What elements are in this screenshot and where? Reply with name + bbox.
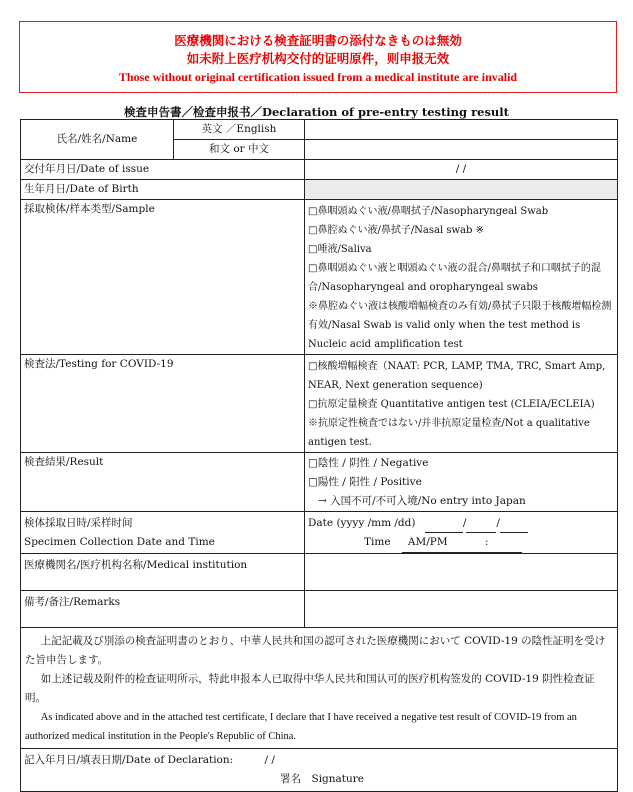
collection-label-en: Specimen Collection Date and Time bbox=[24, 536, 215, 548]
collection-day-field[interactable] bbox=[500, 519, 528, 533]
date-of-declaration-slashes[interactable]: / / bbox=[264, 754, 275, 766]
signature-line[interactable] bbox=[24, 770, 614, 789]
sample-option-mixed[interactable]: □鼻咽頭ぬぐい液と咽頭ぬぐい液の混合/鼻咽拭子和口咽拭子的混合/Nasopharyngeal and oropharyngeal swabs bbox=[308, 263, 601, 293]
name-english-label: 英文 ／English bbox=[174, 120, 305, 140]
declaration-form bbox=[20, 119, 618, 792]
warning-line-zh: 如未附上医疗机构交付的证明原件，则申报无效 bbox=[186, 51, 450, 66]
sample-option-nasopharyngeal[interactable]: □鼻咽頭ぬぐい液/鼻咽拭子/Nasopharyngeal Swab bbox=[308, 206, 549, 217]
declaration-en: As indicated above and in the attached test certificate, I declare that I have received a negative test result of COVID-19 from an authorized medical institution in the People's Republic of China. bbox=[25, 712, 577, 742]
name-english-field[interactable] bbox=[305, 120, 618, 140]
declaration-ja: 上記記載及び別添の検査証明書のとおり、中華人民共和国の認可された医療機関において COVID-19 の陰性証明を受けた旨申告します。 bbox=[25, 635, 606, 666]
date-of-issue-slashes: / / bbox=[455, 163, 467, 175]
date-of-issue-label: 交付年月日/Date of issue bbox=[21, 160, 305, 180]
dob-label: 生年月日/Date of Birth bbox=[21, 180, 305, 200]
collection-ampm: AM/PM bbox=[407, 536, 448, 548]
warning-line-en: Those without original certification issued from a medical institute are invalid bbox=[118, 70, 518, 84]
name-kanji-label: 和文 or 中文 bbox=[174, 140, 305, 160]
result-positive-note: → 入国不可/不可入境/No entry into Japan bbox=[318, 495, 526, 507]
sample-options bbox=[305, 200, 618, 355]
collection-date-label: Date (yyyy /mm /dd) bbox=[308, 517, 416, 529]
sample-label: 採取検体/样本类型/Sample bbox=[21, 200, 305, 355]
collection-label-ja: 検体採取日時/采样时间 bbox=[24, 517, 133, 529]
dob-field bbox=[305, 180, 618, 200]
collection-year-field[interactable] bbox=[425, 519, 463, 533]
sample-note: ※鼻腔ぬぐい液は核酸増幅検査のみ有効/鼻拭子只限于核酸增幅检测有效/Nasal Swab is valid only when the test method is Nucleic acid amplification test bbox=[308, 301, 612, 350]
invalid-warning-box bbox=[19, 21, 617, 93]
date-of-declaration-label: 記入年月日/填表日期/Date of Declaration: bbox=[24, 754, 234, 766]
method-label: 検査法/Testing for COVID-19 bbox=[21, 355, 305, 453]
signature-label: 署名 Signature bbox=[280, 773, 365, 785]
institution-label: 医療機関名/医疗机构名称/Medical institution bbox=[21, 554, 305, 591]
result-option-negative[interactable]: □陰性 / 阴性 / Negative bbox=[308, 457, 429, 469]
collection-colon: : bbox=[484, 536, 489, 548]
collection-label bbox=[21, 512, 305, 554]
date-of-issue-field[interactable] bbox=[305, 160, 618, 180]
method-options bbox=[305, 355, 618, 453]
declaration-text bbox=[21, 628, 618, 749]
collection-time-field[interactable] bbox=[402, 533, 522, 553]
declaration-footer bbox=[21, 749, 618, 792]
collection-fields: Date (yyyy /mm /dd) / / Time AM/PM : bbox=[305, 512, 618, 554]
method-option-naat[interactable]: □核酸増幅検査（NAAT: PCR, LAMP, TMA, TRC, Smart Amp, NEAR, Next generation sequence) bbox=[308, 361, 606, 391]
method-option-antigen[interactable]: □抗原定量検査 Quantitative antigen test (CLEIA/ECLEIA) bbox=[308, 399, 595, 410]
declaration-zh: 如上述记载及附件的检查证明所示，特此申报本人已取得中华人民共和国认可的医疗机构签发的 COVID-19 阴性检查证明。 bbox=[25, 673, 595, 704]
remarks-field[interactable] bbox=[305, 591, 618, 628]
warning-line-ja: 医療機関における検査証明書の添付なきものは無効 bbox=[174, 33, 462, 48]
name-kanji-field[interactable] bbox=[305, 140, 618, 160]
result-options bbox=[305, 453, 618, 512]
result-option-positive[interactable]: □陽性 / 阳性 / Positive bbox=[308, 476, 422, 488]
form-title: 検査申告書／检查申报书／Declaration of pre-entry testing result bbox=[124, 105, 509, 119]
sample-option-nasal[interactable]: □鼻腔ぬぐい液/鼻拭子/Nasal swab ※ bbox=[308, 225, 484, 236]
name-label: 氏名/姓名/Name bbox=[21, 120, 174, 160]
result-label: 検査結果/Result bbox=[21, 453, 305, 512]
collection-month-field[interactable] bbox=[466, 519, 496, 533]
collection-time-label: Time bbox=[364, 536, 391, 548]
remarks-label: 備考/备注/Remarks bbox=[21, 591, 305, 628]
method-note: ※抗原定性検査ではない/并非抗原定量检查/Not a qualitative antigen test. bbox=[308, 418, 590, 448]
sample-option-saliva[interactable]: □唾液/Saliva bbox=[308, 244, 372, 255]
institution-field[interactable] bbox=[305, 554, 618, 591]
